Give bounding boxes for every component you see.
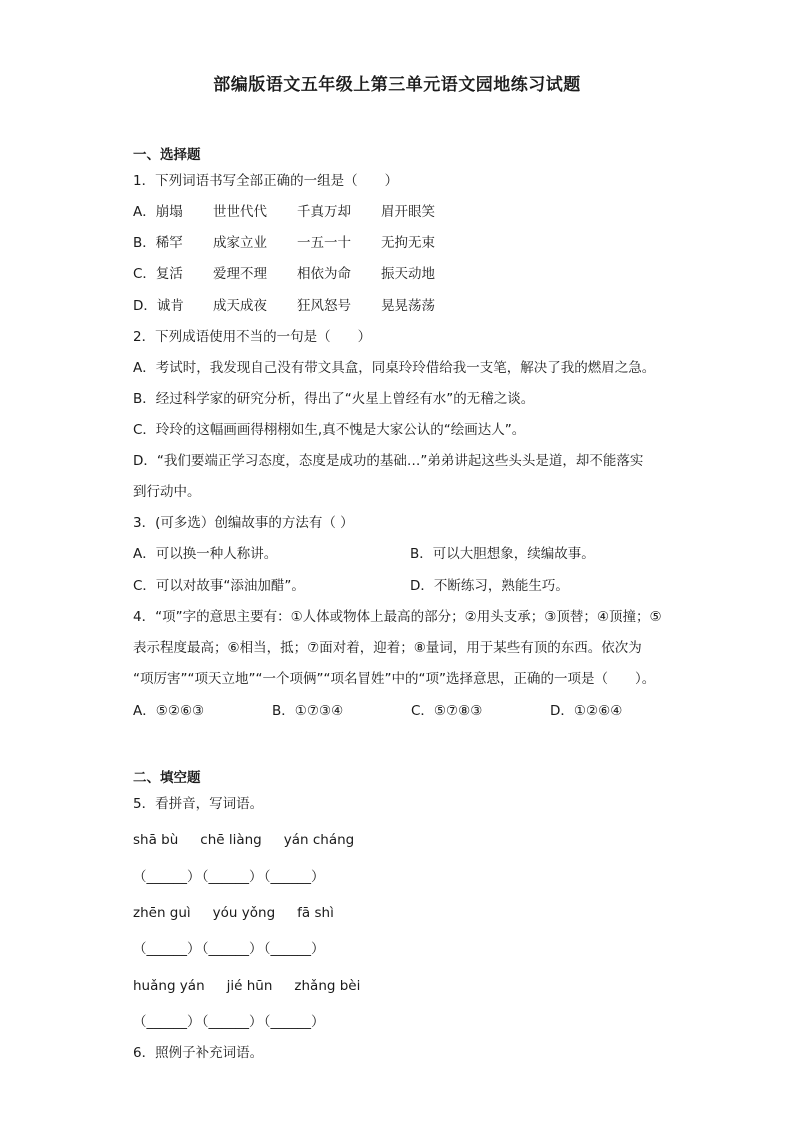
q4-option-d: D．①②⑥④ bbox=[550, 703, 623, 719]
answer-blank[interactable]: （______） bbox=[195, 869, 263, 885]
q5-pinyin-row-3: huǎng yán jié hūn zhǎng bèi bbox=[133, 978, 361, 994]
q2-option-b: B．经过科学家的研究分析，得出了“火星上曾经有水”的无稽之谈。 bbox=[133, 391, 535, 407]
q1-option-d: D．诚肯 成天成夜 狂风怒号 晃晃荡荡 bbox=[133, 298, 435, 314]
q5-pinyin-row-1: shā bù chē liàng yán cháng bbox=[133, 832, 355, 848]
q3-option-b: B．可以大胆想象，续编故事。 bbox=[410, 546, 595, 562]
q3-option-a: A．可以换一种人称讲。 bbox=[133, 546, 278, 562]
q2-option-d: D．“我们要端正学习态度，态度是成功的基础…”弟弟讲起这些头头是道，却不能落实 bbox=[133, 453, 644, 469]
answer-blank[interactable]: （______） bbox=[195, 1014, 263, 1030]
q3-stem: 3．(可多选）创编故事的方法有（ ） bbox=[133, 515, 354, 531]
q6-stem: 6．照例子补充词语。 bbox=[133, 1045, 264, 1061]
q1-stem: 1．下列词语书写全部正确的一组是（ ） bbox=[133, 173, 399, 189]
answer-blank[interactable]: （______） bbox=[133, 1014, 201, 1030]
q3-option-c: C．可以对故事“添油加醋”。 bbox=[133, 578, 305, 594]
page-title: 部编版语文五年级上第三单元语文园地练习试题 bbox=[213, 75, 581, 95]
q2-option-d-cont: 到行动中。 bbox=[133, 484, 201, 500]
q2-option-c: C．玲玲的这幅画画得栩栩如生,真不愧是大家公认的“绘画达人”。 bbox=[133, 422, 526, 438]
answer-blank[interactable]: （______） bbox=[257, 869, 325, 885]
q5-blank-row-3 bbox=[133, 1012, 325, 1032]
q2-option-a: A．考试时，我发现自己没有带文具盒，同桌玲玲借给我一支笔，解决了我的燃眉之急。 bbox=[133, 360, 656, 376]
answer-blank[interactable]: （______） bbox=[257, 1014, 325, 1030]
q4-option-b: B．①⑦③④ bbox=[272, 703, 344, 719]
q4-stem-line1: 4．“项”字的意思主要有：①人体或物体上最高的部分；②用头支承；③顶替；④顶撞；⑤ bbox=[133, 609, 662, 625]
q2-stem: 2．下列成语使用不当的一句是（ ） bbox=[133, 329, 372, 345]
section-heading-fill: 二、填空题 bbox=[133, 770, 201, 786]
q4-option-a: A．⑤②⑥③ bbox=[133, 703, 205, 719]
q4-stem-line2: 表示程度最高；⑥相当，抵；⑦面对着，迎着；⑧量词，用于某些有顶的东西。依次为 bbox=[133, 640, 642, 656]
section-heading-choice: 一、选择题 bbox=[133, 147, 201, 163]
q1-option-a: A．崩塌 世世代代 千真万却 眉开眼笑 bbox=[133, 204, 435, 220]
q5-stem: 5．看拼音，写词语。 bbox=[133, 796, 264, 812]
q1-option-c: C．复活 爱理不理 相依为命 振天动地 bbox=[133, 266, 435, 282]
answer-blank[interactable]: （______） bbox=[257, 941, 325, 957]
q4-options bbox=[133, 701, 689, 721]
q5-blank-row-1 bbox=[133, 867, 325, 887]
q3-option-d: D．不断练习，熟能生巧。 bbox=[410, 578, 569, 594]
answer-blank[interactable]: （______） bbox=[133, 869, 201, 885]
answer-blank[interactable]: （______） bbox=[133, 941, 201, 957]
q4-option-c: C．⑤⑦⑧③ bbox=[411, 703, 483, 719]
answer-blank[interactable]: （______） bbox=[195, 941, 263, 957]
q4-stem-line3: “项厉害”“项天立地”“一个项俩”“项名冒姓”中的“项”选择意思，正确的一项是（ ）。 bbox=[133, 671, 656, 687]
q5-pinyin-row-2: zhēn guì yóu yǒng fā shì bbox=[133, 905, 334, 921]
q1-option-b: B．稀罕 成家立业 一五一十 无拘无束 bbox=[133, 235, 435, 251]
q5-blank-row-2 bbox=[133, 939, 325, 959]
